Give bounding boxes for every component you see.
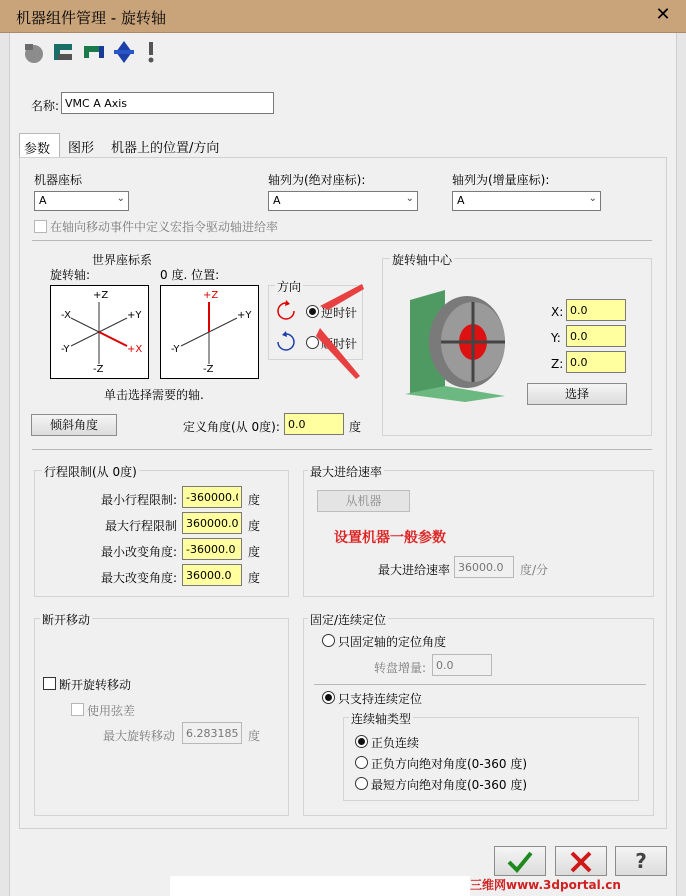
max-feed-input[interactable]: [454, 556, 514, 578]
axis-label: +X: [127, 344, 143, 355]
center-y-label: Y:: [551, 331, 561, 345]
fixed-only-label: 只固定轴的定位角度: [338, 635, 447, 649]
macro-checkbox[interactable]: [34, 220, 47, 233]
window-title: 机器组件管理 - 旋转轴: [16, 9, 166, 27]
divider: [314, 684, 646, 685]
cont-opt1-radio[interactable]: [355, 735, 368, 748]
min-change-input[interactable]: [182, 538, 242, 560]
direction-label: 方向: [277, 280, 302, 294]
continuous-radio[interactable]: [322, 691, 335, 704]
rot-axis-diagram[interactable]: [50, 285, 149, 379]
min-travel-input[interactable]: [182, 486, 242, 508]
magnet-icon[interactable]: [82, 40, 106, 64]
center-z-label: Z:: [551, 357, 564, 371]
max-feed-label: 最大进给速率: [378, 563, 451, 577]
axis-inc-select[interactable]: A ⌄: [452, 191, 601, 211]
axis-label: -Y: [171, 344, 180, 355]
zero-pos-label: 0 度. 位置:: [160, 268, 220, 282]
def-angle-input[interactable]: [284, 413, 344, 435]
cont-opt2-label: 正负方向绝对角度(0-360 度): [371, 757, 528, 771]
max-change-input[interactable]: [182, 564, 242, 586]
axis-label: +Z: [93, 290, 109, 301]
cancel-button[interactable]: [555, 846, 607, 876]
cont-opt2-radio[interactable]: [355, 756, 368, 769]
axis-abs-label: 轴列为(绝对座标):: [268, 173, 366, 187]
fixed-only-radio[interactable]: [322, 634, 335, 647]
cont-opt3-label: 最短方向绝对角度(0-360 度): [371, 778, 528, 792]
use-chord-checkbox[interactable]: [71, 703, 84, 716]
tab-graphics[interactable]: 图形: [68, 141, 95, 156]
select-axis-hint: 单击选择需要的轴.: [104, 388, 204, 402]
rotary-table-image: [405, 282, 515, 402]
min-travel-label: 最小行程限制:: [100, 493, 177, 507]
max-rot-input[interactable]: [182, 722, 242, 744]
center-y-input[interactable]: [566, 325, 626, 347]
use-chord-label: 使用弦差: [87, 704, 136, 718]
axis-label: -Z: [93, 364, 104, 375]
max-change-label: 最大改变角度:: [100, 571, 177, 585]
break-rot-checkbox[interactable]: [43, 677, 56, 690]
toolbar: [18, 38, 168, 66]
cont-opt1-label: 正负连续: [371, 736, 420, 750]
break-title: 断开移动: [42, 613, 91, 627]
title-bar: [0, 0, 686, 33]
macro-checkbox-label: 在轴向移动事件中定义宏指令驱动轴进给率: [50, 220, 279, 234]
max-travel-input[interactable]: [182, 512, 242, 534]
machine-coord-label: 机器座标: [34, 173, 83, 187]
world-title: 世界座标系: [92, 253, 153, 267]
axis-label: +Z: [203, 290, 219, 301]
axis-label: +Y: [127, 310, 142, 321]
center-x-label: X:: [551, 305, 564, 319]
close-icon[interactable]: ✕: [655, 4, 671, 25]
background-window-bottom: [170, 876, 470, 896]
deg-unit: 度: [248, 545, 261, 559]
axis-label: +Y: [237, 310, 252, 321]
chevron-down-icon: ⌄: [588, 193, 597, 204]
tilt-angle-button[interactable]: 倾斜角度: [31, 414, 117, 436]
check-icon: [505, 849, 535, 875]
position-title: 固定/连续定位: [310, 613, 387, 627]
deg-unit: 度: [248, 729, 261, 743]
ok-button[interactable]: [494, 846, 546, 876]
warning-icon[interactable]: [144, 40, 158, 64]
travel-title: 行程限制(从 0度): [44, 465, 137, 479]
continuous-label: 只支持连续定位: [338, 692, 423, 706]
axis-label: -X: [61, 310, 71, 321]
def-angle-label: 定义角度(从 0度):: [183, 420, 280, 434]
x-icon: [568, 849, 594, 875]
table-inc-label: 转盘增量:: [374, 661, 427, 675]
max-rot-label: 最大旋转移动: [103, 729, 176, 743]
divider: [32, 240, 652, 241]
tab-params[interactable]: 参数: [19, 133, 60, 158]
deg-unit: 度: [248, 571, 261, 585]
feed-title: 最大进给速率: [310, 465, 383, 479]
rotary-icon[interactable]: [22, 40, 46, 64]
axis-abs-select[interactable]: A ⌄: [268, 191, 418, 211]
ccw-label: 逆时针: [321, 306, 358, 320]
axis-label: -Z: [203, 364, 214, 375]
divider: [32, 449, 652, 450]
linear-axis-icon[interactable]: [52, 40, 76, 64]
max-travel-label: 最大行程限制: [104, 519, 177, 533]
chevron-down-icon: ⌄: [405, 193, 414, 204]
spindle-icon[interactable]: [112, 40, 136, 64]
zero-pos-diagram[interactable]: [160, 285, 259, 379]
ccw-arrow-icon: [275, 300, 297, 322]
min-change-label: 最小改变角度:: [100, 545, 177, 559]
cw-label: 顺时针: [321, 337, 358, 351]
break-rot-label: 断开旋转移动: [59, 678, 132, 692]
background-window-right: [676, 33, 686, 896]
break-group: [34, 618, 289, 816]
chevron-down-icon: ⌄: [116, 193, 125, 204]
axis-inc-label: 轴列为(增量座标):: [452, 173, 550, 187]
table-inc-input[interactable]: [432, 654, 492, 676]
deg-unit: 度: [248, 493, 261, 507]
feed-unit: 度/分: [520, 563, 549, 577]
center-z-input[interactable]: [566, 351, 626, 373]
name-input[interactable]: [61, 92, 274, 114]
background-window-left: [0, 33, 10, 896]
cont-opt3-radio[interactable]: [355, 777, 368, 790]
center-title: 旋转轴中心: [392, 253, 453, 267]
help-button[interactable]: [615, 846, 667, 876]
watermark: 三维网www.3dportal.cn: [470, 878, 621, 892]
machine-coord-select[interactable]: A ⌄: [34, 191, 129, 211]
center-x-input[interactable]: [566, 299, 626, 321]
axis-label: -Y: [61, 344, 70, 355]
question-icon: ?: [635, 849, 647, 873]
center-select-button[interactable]: 选择: [527, 383, 627, 405]
deg-unit: 度: [349, 420, 362, 434]
tab-position[interactable]: 机器上的位置/方向: [111, 141, 220, 156]
annotation-arrows: [312, 280, 372, 380]
rot-axis-label: 旋转轴:: [50, 268, 91, 282]
annotation-text: 设置机器一般参数: [334, 530, 446, 546]
cont-type-title: 连续轴类型: [351, 712, 412, 726]
cw-arrow-icon: [275, 331, 297, 353]
name-label: 名称:: [31, 99, 60, 113]
from-machine-button[interactable]: 从机器: [317, 490, 410, 512]
deg-unit: 度: [248, 519, 261, 533]
